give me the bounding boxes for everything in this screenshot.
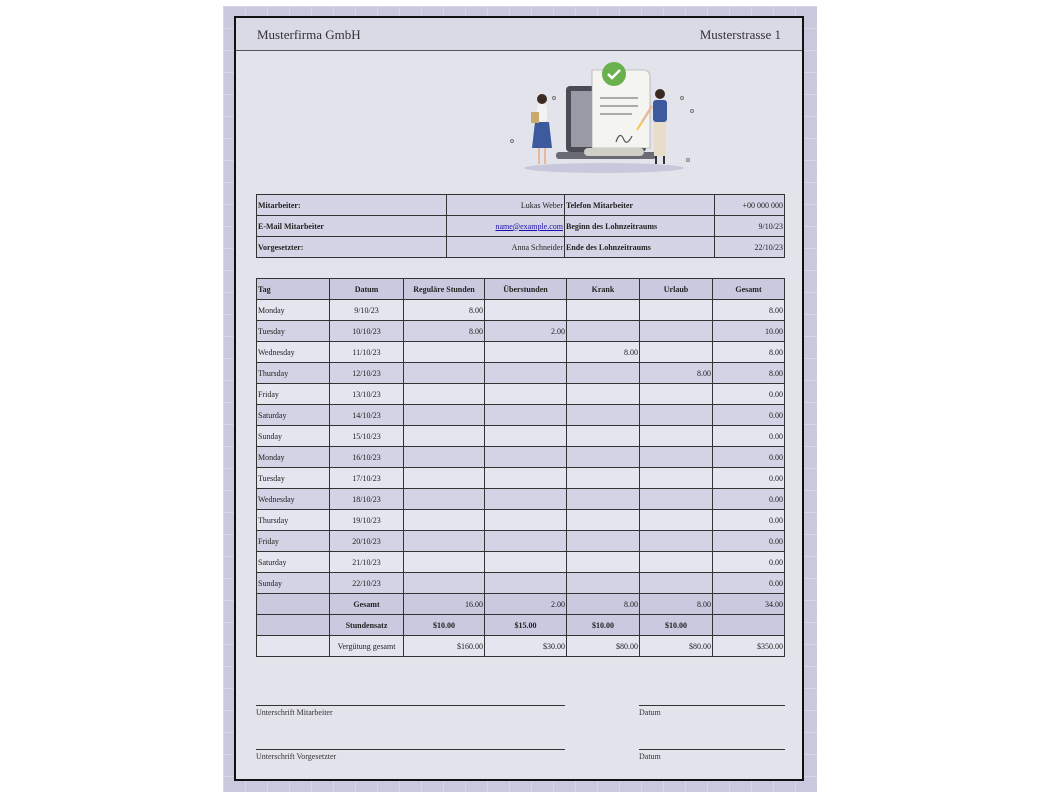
table-row (257, 468, 785, 489)
regular-hours-cell (404, 510, 485, 531)
vacation-cell (640, 300, 713, 321)
employee-info-table (256, 194, 785, 258)
table-row (257, 363, 785, 384)
phone-label: Telefon Mitarbeiter (565, 195, 715, 216)
overtime-cell: 2.00 (485, 321, 567, 342)
sick-cell (567, 510, 640, 531)
pay-overtime: $30.00 (485, 636, 567, 657)
vacation-cell (640, 531, 713, 552)
sick-cell (567, 489, 640, 510)
overtime-cell (485, 426, 567, 447)
date-cell: 9/10/23 (330, 300, 404, 321)
regular-hours-cell (404, 489, 485, 510)
sick-cell (567, 300, 640, 321)
row-total-cell: 0.00 (713, 426, 785, 447)
rate-overtime: $15.00 (485, 615, 567, 636)
regular-hours-cell (404, 468, 485, 489)
spreadsheet-background (223, 6, 817, 792)
day-cell: Thursday (257, 363, 330, 384)
row-total-cell: 8.00 (713, 342, 785, 363)
day-cell: Monday (257, 300, 330, 321)
col-header-regular: Reguläre Stunden (404, 279, 485, 300)
total-vacation: 8.00 (640, 594, 713, 615)
vacation-cell (640, 489, 713, 510)
total-row (257, 594, 785, 615)
overtime-cell (485, 447, 567, 468)
regular-hours-cell (404, 405, 485, 426)
pay-sick: $80.00 (567, 636, 640, 657)
total-overtime: 2.00 (485, 594, 567, 615)
sick-cell (567, 447, 640, 468)
table-row (257, 300, 785, 321)
regular-hours-cell: 8.00 (404, 321, 485, 342)
date-cell: 20/10/23 (330, 531, 404, 552)
table-row (257, 552, 785, 573)
day-cell: Sunday (257, 573, 330, 594)
hours-table (256, 278, 785, 657)
company-name: Musterfirma GmbH (257, 27, 361, 42)
sick-cell (567, 552, 640, 573)
table-row (257, 531, 785, 552)
date-cell: 19/10/23 (330, 510, 404, 531)
period-end: 22/10/23 (715, 237, 785, 258)
vacation-cell (640, 468, 713, 489)
row-total-cell: 0.00 (713, 405, 785, 426)
rate-total (713, 615, 785, 636)
day-cell: Wednesday (257, 342, 330, 363)
vacation-cell (640, 405, 713, 426)
hours-table-header (257, 279, 785, 300)
date-cell: 18/10/23 (330, 489, 404, 510)
vacation-cell (640, 342, 713, 363)
row-total-cell: 0.00 (713, 447, 785, 468)
vacation-cell (640, 426, 713, 447)
sick-cell (567, 426, 640, 447)
overtime-cell (485, 531, 567, 552)
day-cell: Sunday (257, 426, 330, 447)
rate-label: Stundensatz (330, 615, 404, 636)
regular-hours-cell (404, 447, 485, 468)
date-cell: 17/10/23 (330, 468, 404, 489)
date-cell: 12/10/23 (330, 363, 404, 384)
overtime-cell (485, 468, 567, 489)
regular-hours-cell (404, 384, 485, 405)
day-cell: Saturday (257, 405, 330, 426)
table-row (257, 447, 785, 468)
date-cell: 11/10/23 (330, 342, 404, 363)
sick-cell (567, 468, 640, 489)
total-label: Gesamt (330, 594, 404, 615)
period-start-label: Beginn des Lohnzeitraums (565, 216, 715, 237)
pay-row (257, 636, 785, 657)
date-cell: 13/10/23 (330, 384, 404, 405)
page-header (236, 18, 802, 51)
rate-sick: $10.00 (567, 615, 640, 636)
sick-cell (567, 405, 640, 426)
table-row (257, 384, 785, 405)
employee-signature-date: Datum (639, 705, 785, 717)
table-row (257, 510, 785, 531)
rate-regular: $10.00 (404, 615, 485, 636)
regular-hours-cell (404, 552, 485, 573)
row-total-cell: 0.00 (713, 531, 785, 552)
regular-hours-cell (404, 573, 485, 594)
date-cell: 10/10/23 (330, 321, 404, 342)
sick-cell (567, 363, 640, 384)
date-cell: 21/10/23 (330, 552, 404, 573)
day-cell: Saturday (257, 552, 330, 573)
employee-phone: +00 000 000 (715, 195, 785, 216)
overtime-cell (485, 300, 567, 321)
regular-hours-cell (404, 426, 485, 447)
table-row (257, 321, 785, 342)
employee-signature-line: Unterschrift Mitarbeiter (256, 705, 565, 717)
company-address: Musterstrasse 1 (699, 27, 781, 42)
vacation-cell (640, 510, 713, 531)
row-total-cell: 0.00 (713, 489, 785, 510)
col-header-overtime: Überstunden (485, 279, 567, 300)
row-total-cell: 0.00 (713, 573, 785, 594)
timesheet-page (234, 16, 804, 781)
regular-hours-cell (404, 363, 485, 384)
col-header-datum: Datum (330, 279, 404, 300)
day-cell: Friday (257, 531, 330, 552)
regular-hours-cell: 8.00 (404, 300, 485, 321)
table-row (257, 426, 785, 447)
day-cell: Wednesday (257, 489, 330, 510)
col-header-sick: Krank (567, 279, 640, 300)
row-total-cell: 8.00 (713, 300, 785, 321)
supervisor-label: Vorgesetzter: (257, 237, 447, 258)
overtime-cell (485, 489, 567, 510)
table-row (257, 573, 785, 594)
regular-hours-cell (404, 342, 485, 363)
row-total-cell: 0.00 (713, 552, 785, 573)
vacation-cell (640, 552, 713, 573)
row-total-cell: 0.00 (713, 468, 785, 489)
regular-hours-cell (404, 531, 485, 552)
employee-label: Mitarbeiter: (257, 195, 447, 216)
supervisor-name: Anna Schneider (447, 237, 565, 258)
sick-cell (567, 384, 640, 405)
col-header-tag: Tag (257, 279, 330, 300)
pay-regular: $160.00 (404, 636, 485, 657)
overtime-cell (485, 552, 567, 573)
overtime-cell (485, 384, 567, 405)
overtime-cell (485, 573, 567, 594)
total-all: 34.00 (713, 594, 785, 615)
row-total-cell: 0.00 (713, 510, 785, 531)
supervisor-signature-line: Unterschrift Vorgesetzter (256, 749, 565, 761)
day-cell: Monday (257, 447, 330, 468)
rate-vacation: $10.00 (640, 615, 713, 636)
vacation-cell (640, 321, 713, 342)
sick-cell (567, 321, 640, 342)
vacation-cell (640, 447, 713, 468)
table-row (257, 405, 785, 426)
day-cell: Friday (257, 384, 330, 405)
period-start: 9/10/23 (715, 216, 785, 237)
email-label: E-Mail Mitarbeiter (257, 216, 447, 237)
sick-cell: 8.00 (567, 342, 640, 363)
table-row (257, 342, 785, 363)
date-cell: 22/10/23 (330, 573, 404, 594)
overtime-cell (485, 405, 567, 426)
employee-name: Lukas Weber (447, 195, 565, 216)
pay-vacation: $80.00 (640, 636, 713, 657)
date-cell: 15/10/23 (330, 426, 404, 447)
table-row (257, 489, 785, 510)
col-header-total: Gesamt (713, 279, 785, 300)
supervisor-signature-date: Datum (639, 749, 785, 761)
pay-total: $350.00 (713, 636, 785, 657)
row-total-cell: 0.00 (713, 384, 785, 405)
overtime-cell (485, 342, 567, 363)
sick-cell (567, 531, 640, 552)
rate-row (257, 615, 785, 636)
date-cell: 14/10/23 (330, 405, 404, 426)
day-cell: Tuesday (257, 321, 330, 342)
overtime-cell (485, 510, 567, 531)
sick-cell (567, 573, 640, 594)
approved-document-illustration (504, 56, 704, 176)
vacation-cell: 8.00 (640, 363, 713, 384)
total-regular: 16.00 (404, 594, 485, 615)
day-cell: Tuesday (257, 468, 330, 489)
row-total-cell: 8.00 (713, 363, 785, 384)
date-cell: 16/10/23 (330, 447, 404, 468)
row-total-cell: 10.00 (713, 321, 785, 342)
vacation-cell (640, 384, 713, 405)
period-end-label: Ende des Lohnzeitraums (565, 237, 715, 258)
col-header-vacation: Urlaub (640, 279, 713, 300)
vacation-cell (640, 573, 713, 594)
overtime-cell (485, 363, 567, 384)
day-cell: Thursday (257, 510, 330, 531)
pay-label: Vergütung gesamt (330, 636, 404, 657)
employee-email-link[interactable]: name@example.com (495, 221, 563, 231)
total-sick: 8.00 (567, 594, 640, 615)
